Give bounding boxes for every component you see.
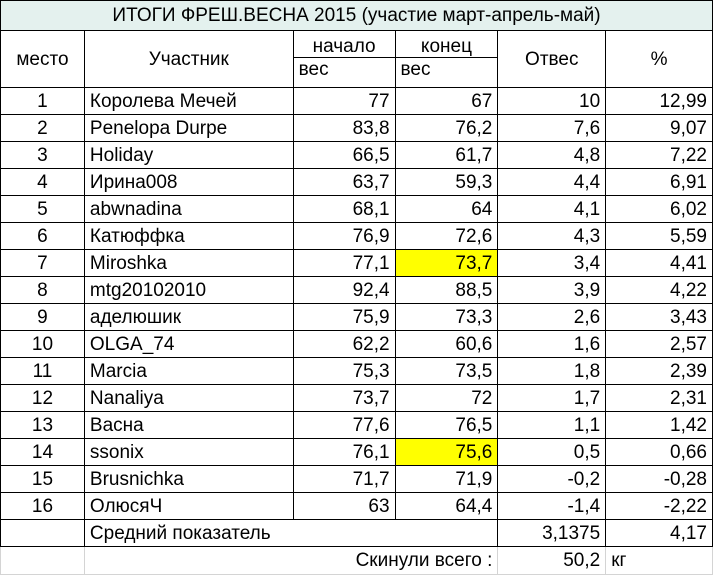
start-weight-cell[interactable]: 73,7: [293, 385, 395, 412]
average-empty-cell[interactable]: [1, 520, 85, 547]
end-weight-cell[interactable]: 73,3: [395, 304, 498, 331]
table-row: [1, 88, 713, 115]
total-row: [1, 547, 713, 575]
participant-cell[interactable]: Ирина008: [84, 169, 293, 196]
percent-cell[interactable]: 12,99: [606, 88, 713, 115]
loss-cell[interactable]: 1,8: [498, 358, 606, 385]
participant-cell[interactable]: mtg20102010: [84, 277, 293, 304]
table-row: [1, 277, 713, 304]
place-cell[interactable]: 13: [1, 412, 85, 439]
loss-cell[interactable]: 4,4: [498, 169, 606, 196]
start-weight-cell[interactable]: 63: [293, 493, 395, 520]
participant-cell[interactable]: Brusnichka: [84, 466, 293, 493]
end-weight-cell[interactable]: 75,6: [395, 439, 498, 466]
loss-cell[interactable]: 1,6: [498, 331, 606, 358]
participant-cell[interactable]: Marcia: [84, 358, 293, 385]
participant-cell[interactable]: abwnadina: [84, 196, 293, 223]
table-row: [1, 304, 713, 331]
total-empty-cell[interactable]: [1, 547, 85, 575]
end-weight-cell[interactable]: 67: [395, 88, 498, 115]
average-loss[interactable]: 3,1375: [498, 520, 606, 547]
start-weight-cell[interactable]: 77: [293, 88, 395, 115]
end-weight-cell[interactable]: 76,2: [395, 115, 498, 142]
start-weight-cell[interactable]: 92,4: [293, 277, 395, 304]
loss-cell[interactable]: 7,6: [498, 115, 606, 142]
place-cell[interactable]: 14: [1, 439, 85, 466]
end-weight-cell[interactable]: 64: [395, 196, 498, 223]
percent-cell[interactable]: -2,22: [606, 493, 713, 520]
loss-cell[interactable]: -1,4: [498, 493, 606, 520]
percent-cell[interactable]: 2,57: [606, 331, 713, 358]
table-row: [1, 250, 713, 277]
place-cell[interactable]: 15: [1, 466, 85, 493]
loss-cell[interactable]: 3,9: [498, 277, 606, 304]
participant-cell[interactable]: Королева Мечей: [84, 88, 293, 115]
start-weight-cell[interactable]: 75,9: [293, 304, 395, 331]
loss-cell[interactable]: 4,8: [498, 142, 606, 169]
percent-cell[interactable]: 6,91: [606, 169, 713, 196]
loss-cell[interactable]: 1,1: [498, 412, 606, 439]
place-cell[interactable]: 16: [1, 493, 85, 520]
participant-cell[interactable]: Васна: [84, 412, 293, 439]
percent-cell[interactable]: 6,02: [606, 196, 713, 223]
average-percent[interactable]: 4,17: [606, 520, 713, 547]
end-weight-cell[interactable]: 88,5: [395, 277, 498, 304]
header-start[interactable]: начало: [293, 31, 395, 58]
table-row: [1, 466, 713, 493]
start-weight-cell[interactable]: 71,7: [293, 466, 395, 493]
header-percent[interactable]: %: [606, 31, 713, 88]
loss-cell[interactable]: 10: [498, 88, 606, 115]
percent-cell[interactable]: 0,66: [606, 439, 713, 466]
participant-cell[interactable]: Miroshka: [84, 250, 293, 277]
place-cell[interactable]: 6: [1, 223, 85, 250]
loss-cell[interactable]: 3,4: [498, 250, 606, 277]
total-value[interactable]: 50,2: [498, 547, 606, 575]
start-weight-cell[interactable]: 77,1: [293, 250, 395, 277]
percent-cell[interactable]: 5,59: [606, 223, 713, 250]
loss-cell[interactable]: 1,7: [498, 385, 606, 412]
place-cell[interactable]: 12: [1, 385, 85, 412]
start-weight-cell[interactable]: 68,1: [293, 196, 395, 223]
percent-cell[interactable]: 1,42: [606, 412, 713, 439]
place-cell[interactable]: 4: [1, 169, 85, 196]
loss-cell[interactable]: 0,5: [498, 439, 606, 466]
place-cell[interactable]: 10: [1, 331, 85, 358]
average-label[interactable]: Средний показатель: [84, 520, 497, 547]
start-weight-cell[interactable]: 63,7: [293, 169, 395, 196]
participant-cell[interactable]: Катюффка: [84, 223, 293, 250]
percent-cell[interactable]: 2,39: [606, 358, 713, 385]
table-row: [1, 223, 713, 250]
table-row: [1, 493, 713, 520]
table-title[interactable]: ИТОГИ ФРЕШ.ВЕСНА 2015 (участие март-апрель-май): [1, 1, 713, 31]
start-weight-cell[interactable]: 76,9: [293, 223, 395, 250]
average-row: [1, 520, 713, 547]
start-weight-cell[interactable]: 76,1: [293, 439, 395, 466]
end-weight-cell[interactable]: 60,6: [395, 331, 498, 358]
table-row: [1, 169, 713, 196]
start-weight-cell[interactable]: 66,5: [293, 142, 395, 169]
table-row: [1, 439, 713, 466]
participant-cell[interactable]: Holiday: [84, 142, 293, 169]
place-cell[interactable]: 5: [1, 196, 85, 223]
end-weight-cell[interactable]: 73,5: [395, 358, 498, 385]
place-cell[interactable]: 8: [1, 277, 85, 304]
table-row: [1, 358, 713, 385]
percent-cell[interactable]: -0,28: [606, 466, 713, 493]
participant-cell[interactable]: аделюшик: [84, 304, 293, 331]
participant-cell[interactable]: ОлюсяЧ: [84, 493, 293, 520]
end-weight-cell[interactable]: 59,3: [395, 169, 498, 196]
start-weight-cell[interactable]: 62,2: [293, 331, 395, 358]
percent-cell[interactable]: 3,43: [606, 304, 713, 331]
start-weight-cell[interactable]: 77,6: [293, 412, 395, 439]
loss-cell[interactable]: 2,6: [498, 304, 606, 331]
end-weight-cell[interactable]: 72,6: [395, 223, 498, 250]
header-loss[interactable]: Отвес: [498, 31, 606, 88]
total-unit[interactable]: кг: [606, 547, 713, 575]
end-weight-cell[interactable]: 76,5: [395, 412, 498, 439]
loss-cell[interactable]: 4,1: [498, 196, 606, 223]
header-end-unit[interactable]: вес: [395, 58, 498, 88]
total-label[interactable]: Скинули всего :: [84, 547, 497, 575]
place-cell[interactable]: 2: [1, 115, 85, 142]
participant-cell[interactable]: ssonix: [84, 439, 293, 466]
loss-cell[interactable]: -0,2: [498, 466, 606, 493]
percent-cell[interactable]: 7,22: [606, 142, 713, 169]
table-row: [1, 115, 713, 142]
table-row: [1, 331, 713, 358]
end-weight-cell[interactable]: 73,7: [395, 250, 498, 277]
place-cell[interactable]: 11: [1, 358, 85, 385]
participant-cell[interactable]: Penelopa Durpe: [84, 115, 293, 142]
table-row: [1, 385, 713, 412]
place-cell[interactable]: 3: [1, 142, 85, 169]
end-weight-cell[interactable]: 61,7: [395, 142, 498, 169]
header-participant[interactable]: Участник: [84, 31, 293, 88]
percent-cell[interactable]: 4,41: [606, 250, 713, 277]
header-end[interactable]: конец: [395, 31, 498, 58]
percent-cell[interactable]: 4,22: [606, 277, 713, 304]
end-weight-cell[interactable]: 72: [395, 385, 498, 412]
participant-cell[interactable]: OLGA_74: [84, 331, 293, 358]
end-weight-cell[interactable]: 71,9: [395, 466, 498, 493]
header-start-unit[interactable]: вес: [293, 58, 395, 88]
place-cell[interactable]: 9: [1, 304, 85, 331]
header-place[interactable]: место: [1, 31, 85, 88]
place-cell[interactable]: 7: [1, 250, 85, 277]
start-weight-cell[interactable]: 83,8: [293, 115, 395, 142]
loss-cell[interactable]: 4,3: [498, 223, 606, 250]
percent-cell[interactable]: 2,31: [606, 385, 713, 412]
participant-cell[interactable]: Nanaliya: [84, 385, 293, 412]
table-row: [1, 412, 713, 439]
end-weight-cell[interactable]: 64,4: [395, 493, 498, 520]
percent-cell[interactable]: 9,07: [606, 115, 713, 142]
table-row: [1, 142, 713, 169]
start-weight-cell[interactable]: 75,3: [293, 358, 395, 385]
place-cell[interactable]: 1: [1, 88, 85, 115]
table-row: [1, 196, 713, 223]
